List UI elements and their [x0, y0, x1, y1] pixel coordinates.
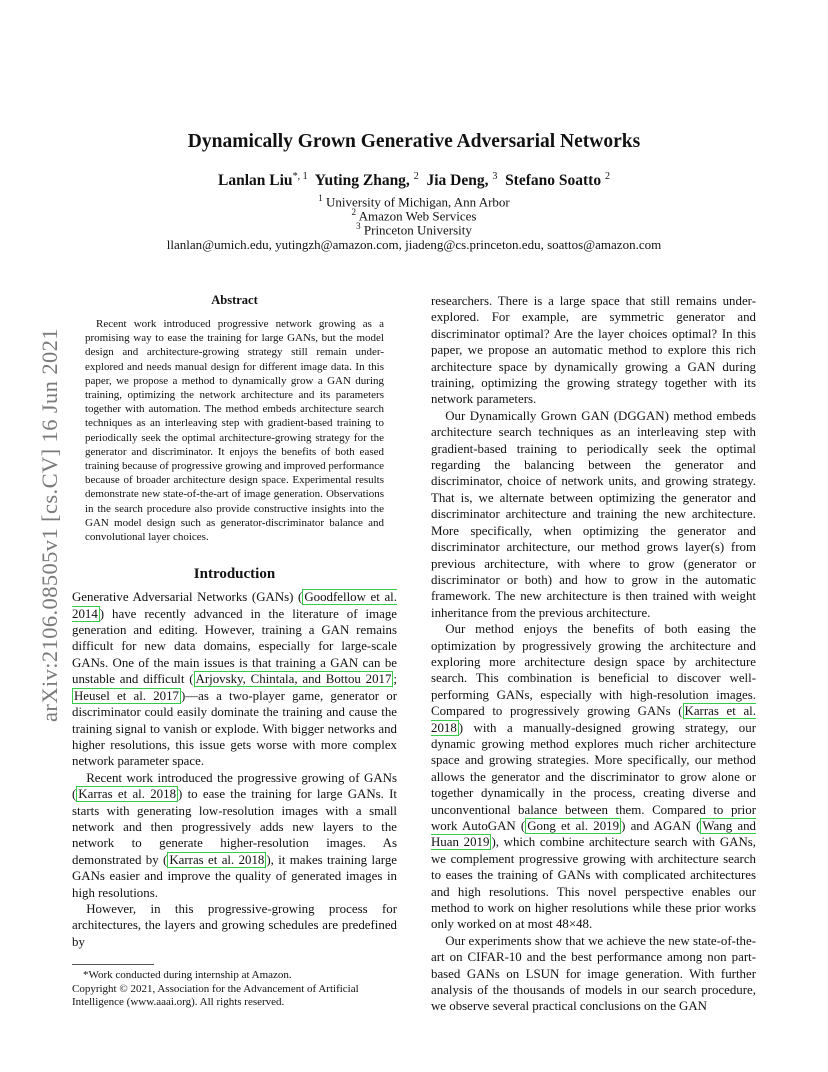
author-name: Yuting Zhang,	[314, 172, 410, 190]
affiliation-name: Princeton University	[363, 222, 472, 238]
author-name: Stefano Soatto	[505, 172, 602, 190]
citation-link[interactable]: Wang and Huan 2019	[431, 819, 756, 850]
left-column	[72, 293, 397, 1010]
right-column	[431, 293, 756, 1015]
author-mark: 3	[492, 171, 498, 182]
citation-link[interactable]: Heusel et al. 2017	[74, 688, 179, 703]
footnote-internship: *Work conducted during internship at Amazon.	[83, 969, 292, 982]
citation-link[interactable]: Goodfellow et al. 2014	[72, 590, 397, 621]
affiliation-name: University of Michigan, Ann Arbor	[325, 194, 510, 210]
author-list	[0, 171, 828, 190]
citation-link[interactable]: Arjovsky, Chintala, and Bottou 2017	[195, 672, 392, 687]
author-mark: *, 1	[292, 171, 308, 182]
intro-paragraph-1: Generative Adversarial Networks (GANs) ( Goodfellow et al. 2014 ) have recently advanced in the literature of image generation and editing. However, training a GAN remains difficult for new data domains, especially for large-scale GANs. One of the main issues is that training a GAN can be unstable and difficult ( Arjovsky, Chintala, and Bottou 2017 ; Heusel et al. 2017 )—as a two-player game, generator or discriminator could easily dominate the training and cause the training signal to vanish or explode. With bigger networks and higher resolutions, this issue gets worse with more complex network parameter space.	[72, 590, 397, 769]
author-mark: 2	[604, 171, 610, 182]
affiliation-mark: 1	[318, 193, 323, 203]
citation-link[interactable]: Karras et al. 2018	[78, 787, 177, 802]
intro-paragraph-4: researchers. There is a large space that still remains under-explored. For example, are symmetric generator and discriminator optimal? Are the layer choices optimal? In this paper, we propose an automatic method to explore this rich architecture space by dynamically growing a GAN during training, optimizing the growing strategy together with its network parameters.	[431, 294, 756, 407]
intro-paragraph-7: Our experiments show that we achieve the new state-of-the-art on CIFAR-10 and the best performance among non part-based GANs on LSUN for image generation. With further analysis of the thousands of models in our search procedure, we observe several practical conclusions on the GAN	[431, 933, 756, 1014]
author-name: Jia Deng,	[426, 172, 489, 190]
intro-paragraph-6: Our method enjoys the benefits of both easing the optimization by progressively growing the architecture and exploring more architecture design space by architecture search. This combination is beneficial to discover well-performing GANs, especially with high-resolution images. Compared to progressively growing GANs ( Karras et al. 2018 ) with a manually-designed growing strategy, our dynamic growing method explores much richer architecture space and growing strategies. More specifically, our method allows the generator and the discriminator to grow alone or together dynamically in the process, creating diverse and unconventional balance between them. Compared to prior work AutoGAN ( Gong et al. 2019 ) and AGAN ( Wang and Huan 2019 ), which combine architecture search with GANs, we complement progressive growing with architecture search to eases the training of GANs with complicated architectures and high resolutions. This novel perspective enables our method to work on higher resolutions while these prior works only worked on at most 48×48.	[431, 622, 756, 932]
paper-title: Dynamically Grown Generative Adversarial Networks	[187, 131, 641, 152]
arxiv-id-text: arXiv:2106.08505v1 [cs.CV] 16 Jun 2021	[37, 328, 63, 722]
introduction-heading: Introduction	[193, 566, 276, 583]
arxiv-identifier-stamp	[36, 290, 64, 760]
citation-link[interactable]: Karras et al. 2018	[169, 852, 265, 867]
intro-paragraph-5: Our Dynamically Grown GAN (DGGAN) method embeds architecture search techniques as an interleaving step with gradient-based training to periodically seek the optimal regarding the balancing between the generator and discriminator, choice of network units, and growing strategy. That is, we alternate between optimizing the generator and discriminator architecture and training the new architecture. More specifically, when optimizing the generator and discriminator architecture, our method grows layer(s) from previous architecture, with where to grow (generator or discriminator or both) and how to grow in the automatic framework. The new architecture is then trained with weight inheritance from the previous architecture.	[431, 408, 756, 620]
abstract-heading: Abstract	[211, 293, 258, 307]
affiliation-line	[0, 221, 828, 238]
author-name: Lanlan Liu	[218, 172, 293, 190]
author-mark: 2	[413, 171, 419, 182]
affiliation-mark: 2	[351, 207, 357, 217]
footnote-divider	[72, 964, 154, 965]
copyright-notice: Copyright © 2021, Association for the Advancement of Artificial Intelligence (www.aaai.org). All rights reserved.	[72, 982, 359, 1009]
affiliation-mark: 3	[356, 221, 361, 231]
author-emails: llanlan@umich.edu, yutingzh@amazon.com, jiadeng@cs.princeton.edu, soattos@amazon.com	[166, 237, 662, 252]
intro-paragraph-2: Recent work introduced the progressive growing of GANs ( Karras et al. 2018 ) to ease the training for large GANs. It starts with generating low-resolution images with a small network and then progressively adds new layers to the network to generate higher-resolution images. As demonstrated by ( Karras et al. 2018 ), it makes training large GANs easier and improve the quality of generated images in high resolutions.	[72, 770, 398, 900]
affiliation-name: Amazon Web Services	[358, 208, 477, 224]
citation-link[interactable]: Gong et al. 2019	[527, 819, 620, 833]
abstract-text: Recent work introduced progressive network growing as a promising way to ease the training for large GANs, but the model design and architecture-growing strategy still remain under-explored and needs manual design for different image data. In this paper, we propose a method to dynamically grow a GAN during training, optimizing the network architecture and its parameters together with automation. The method embeds architecture search techniques as an interleaving step with gradient-based training to periodically seek the optimal architecture-growing strategy for the generator and discriminator. It enjoys the benefits of both eased training because of progressive growing and improved performance because of broader architecture design space. Experimental results demonstrate new state-of-the-art of image generation. Observations in the search procedure also provide constructive insights into the GAN model design such as generator-discriminator balance and convolutional layer choices.	[85, 318, 384, 544]
intro-paragraph-3: However, in this progressive-growing process for architectures, the layers and growing schedules are predefined by	[72, 901, 397, 949]
citation-link[interactable]: Karras et al. 2018	[431, 704, 756, 735]
